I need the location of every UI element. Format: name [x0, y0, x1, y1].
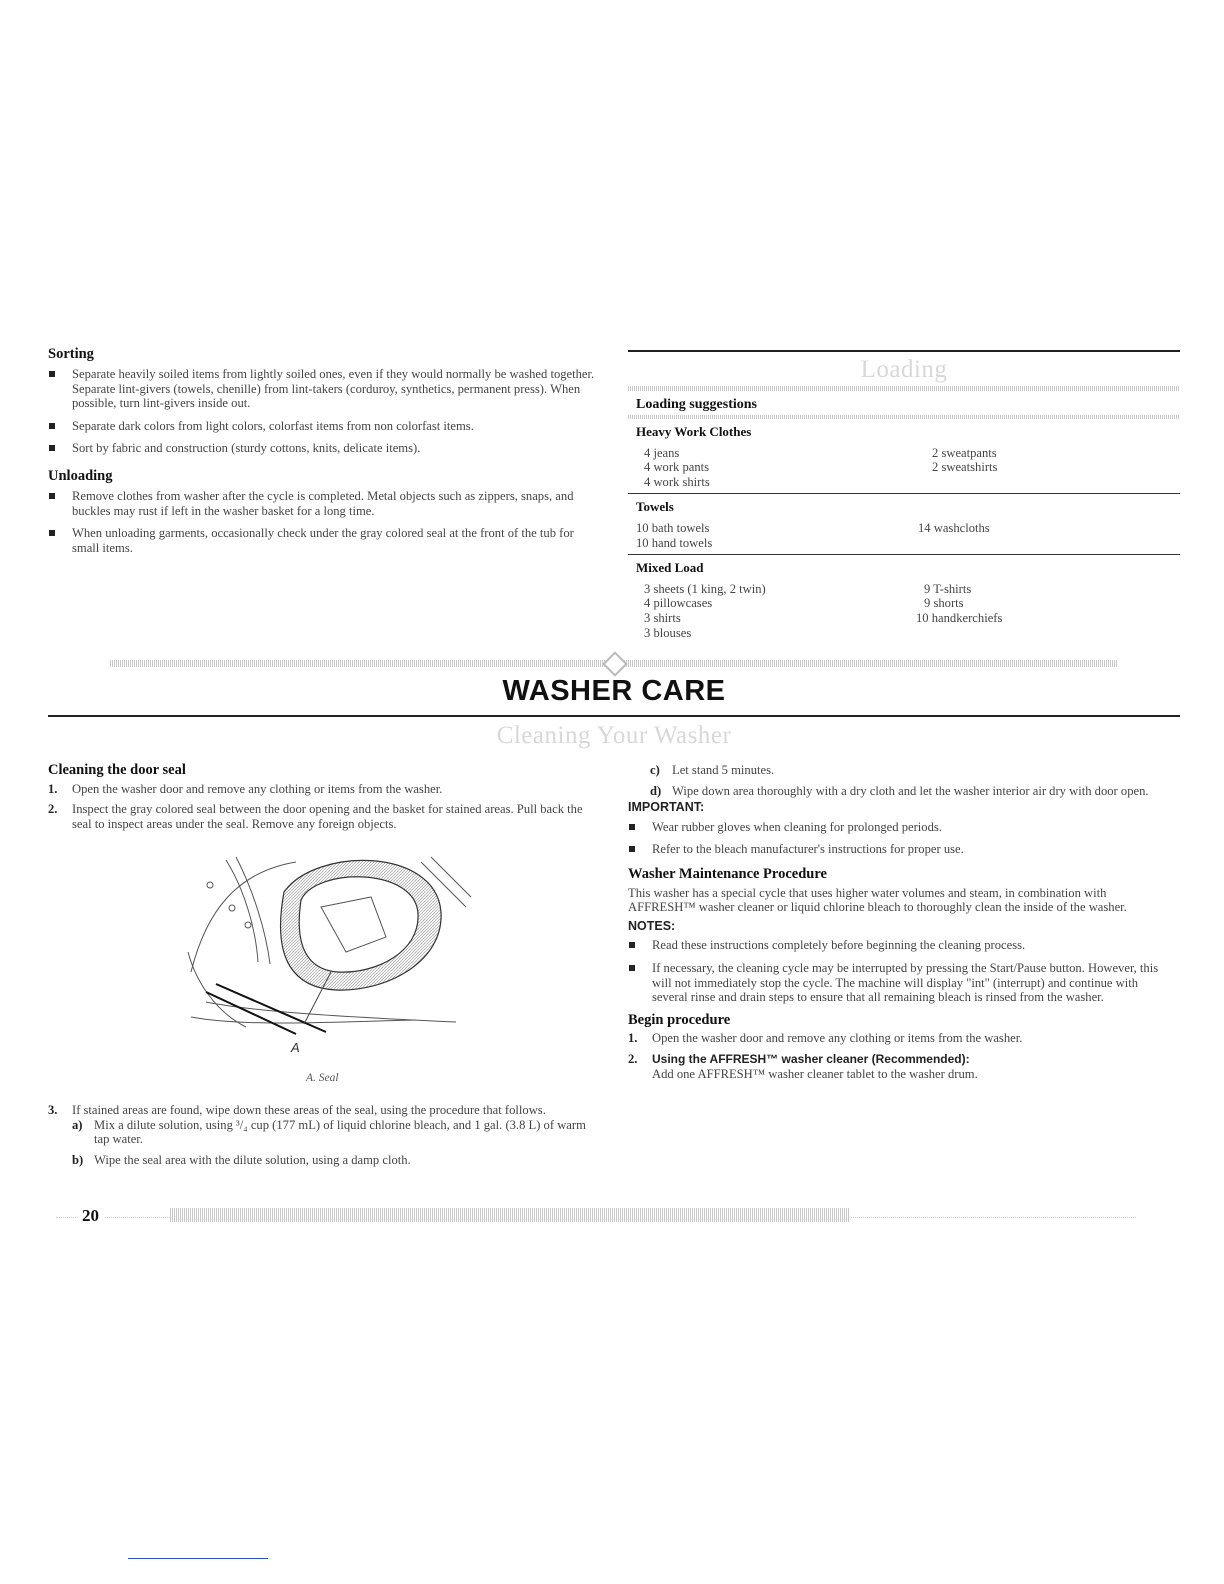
figure-label: A [291, 1040, 300, 1055]
important-list [628, 820, 1168, 857]
step-item [48, 802, 596, 831]
maintenance-heading: Washer Maintenance Procedure [628, 865, 827, 882]
important-bullet: Wear rubber gloves when cleaning for prolonged periods. [628, 820, 1168, 835]
substep-letter: b) [72, 1152, 84, 1167]
substep-item [72, 1118, 596, 1147]
loading-item: 2 sweatshirts [932, 460, 998, 475]
important-label: IMPORTANT: [628, 800, 705, 815]
step-number: 3. [48, 1103, 58, 1117]
step-text: Open the washer door and remove any clothing or items from the washer. [72, 781, 443, 796]
sorting-bullet: Separate heavily soiled items from lightly soiled ones, even if they would normally be washed together. Separate lint-givers (towels, chenille) from lint-takers (corduroy, synthetics, permanent press). When possible, turn lint-givers inside out. [48, 367, 596, 411]
loading-item: 3 sheets (1 king, 2 twin) [644, 581, 766, 596]
sorting-bullet: Separate dark colors from light colors, colorfast items from non colorfast items. [48, 419, 596, 434]
loading-item: 3 blouses [644, 625, 692, 640]
substep-text: Mix a dilute solution, using ³/₄ cup (177 mL) of liquid chlorine bleach, and 1 gal. (3.8 L) of warm tap water. [94, 1117, 586, 1147]
loading-section [628, 350, 1180, 640]
sorting-section [48, 346, 596, 563]
substep-text: Let stand 5 minutes. [672, 763, 775, 777]
step-number: 2. [48, 802, 58, 817]
step-number: 1. [48, 781, 58, 796]
loading-item: 10 handkerchiefs [916, 610, 1003, 625]
notes-label: NOTES: [628, 918, 676, 933]
door-seal-illustration [186, 852, 476, 1042]
unloading-list [48, 489, 596, 555]
figure-caption: A. Seal [306, 1072, 339, 1084]
substep-letter: c) [650, 763, 660, 777]
step-item [628, 1052, 1168, 1081]
step-text: Open the washer door and remove any clothing or items from the washer. [652, 1031, 1023, 1046]
section-subtitle: Cleaning Your Washer [496, 722, 732, 749]
section-rule [48, 715, 1180, 717]
loading-item: 4 pillowcases [644, 596, 713, 611]
right-column [628, 763, 1168, 1087]
note-bullet: Read these instructions completely before beginning the cleaning process. [628, 938, 1168, 953]
substep-text: Wipe the seal area with the dilute solution, using a damp cloth. [94, 1152, 411, 1167]
group-name: Towels [636, 499, 674, 515]
unloading-bullet: When unloading garments, occasionally check under the gray colored seal at the front of the tub for small items. [48, 526, 596, 555]
loading-group-heavy [628, 419, 1180, 489]
substep-letter: a) [72, 1117, 83, 1132]
step-number: 2. [628, 1051, 638, 1066]
substep-item [650, 763, 1168, 778]
page-number: 20 [76, 1206, 105, 1226]
loading-item: 9 shorts [924, 596, 964, 611]
door-seal-section [48, 763, 596, 837]
loading-item: 3 shirts [644, 610, 681, 625]
group-name: Mixed Load [636, 560, 704, 576]
unloading-bullet: Remove clothes from washer after the cycle is completed. Metal objects such as zippers, snaps, and buckles may rust if left in the washer basket for a long time. [48, 489, 596, 518]
group-name: Heavy Work Clothes [636, 424, 752, 439]
loading-table-title: Loading suggestions [636, 397, 757, 412]
step-text: Inspect the gray colored seal between the door opening and the basket for stained areas. Pull back the seal to inspect areas under the seal. Remove any foreign objects. [72, 802, 583, 831]
loading-item: 10 bath towels [636, 520, 710, 535]
substep-letter: d) [650, 783, 662, 798]
loading-item: 4 work pants [644, 460, 710, 475]
begin-heading: Begin procedure [628, 1011, 731, 1028]
loading-group-mixed [628, 555, 1180, 640]
loading-item: 10 hand towels [636, 535, 713, 550]
unloading-heading: Unloading [48, 467, 113, 484]
substep-item [72, 1153, 596, 1168]
footer-band [170, 1208, 850, 1222]
sorting-list [48, 367, 596, 456]
bottom-link-rule [128, 1558, 268, 1559]
step-number: 1. [628, 1031, 638, 1046]
door-seal-steps [48, 782, 596, 832]
diamond-ornament-icon [602, 651, 627, 676]
notes-list [628, 938, 1168, 1004]
important-bullet: Refer to the bleach manufacturer's instructions for proper use. [628, 842, 1168, 857]
sorting-heading: Sorting [48, 346, 94, 362]
loading-group-towels [628, 494, 1180, 550]
begin-steps [628, 1031, 1168, 1081]
sorting-bullet: Sort by fabric and construction (sturdy cottons, knits, delicate items). [48, 441, 596, 456]
loading-title: Loading [860, 356, 948, 383]
maintenance-text: This washer has a special cycle that uses higher water volumes and steam, in combination with AFFRESH™ washer cleaner or liquid chlorine bleach to thoroughly clean the inside of the washer. [628, 885, 1127, 915]
door-seal-continued [48, 1103, 596, 1173]
step-item [48, 1103, 596, 1167]
loading-item: 2 sweatpants [932, 445, 997, 460]
step-item [628, 1031, 1168, 1046]
note-bullet: If necessary, the cleaning cycle may be interrupted by pressing the Start/Pause button. However, this will not immediately stop the cycle. The machine will display "int" (interrupt) and continue with several rinse and drain steps to ensure that all remaining bleach is rinsed from the washer. [628, 961, 1168, 1005]
loading-item: 4 jeans [644, 445, 680, 460]
section-title: WASHER CARE [502, 675, 726, 707]
substep-item [650, 784, 1168, 799]
door-seal-heading: Cleaning the door seal [48, 762, 186, 778]
substep-text: Wipe down area thoroughly with a dry cloth and let the washer interior air dry with door open. [672, 783, 1149, 798]
step-bold-label: Using the AFFRESH™ washer cleaner (Recommended): [652, 1051, 970, 1066]
loading-item: 4 work shirts [644, 474, 710, 489]
step-text: Add one AFFRESH™ washer cleaner tablet to the washer drum. [652, 1066, 978, 1081]
step-text: If stained areas are found, wipe down these areas of the seal, using the procedure that follows. [72, 1103, 546, 1117]
loading-item: 14 washcloths [918, 520, 990, 535]
loading-item: 9 T-shirts [924, 581, 972, 596]
step-item [48, 782, 596, 797]
